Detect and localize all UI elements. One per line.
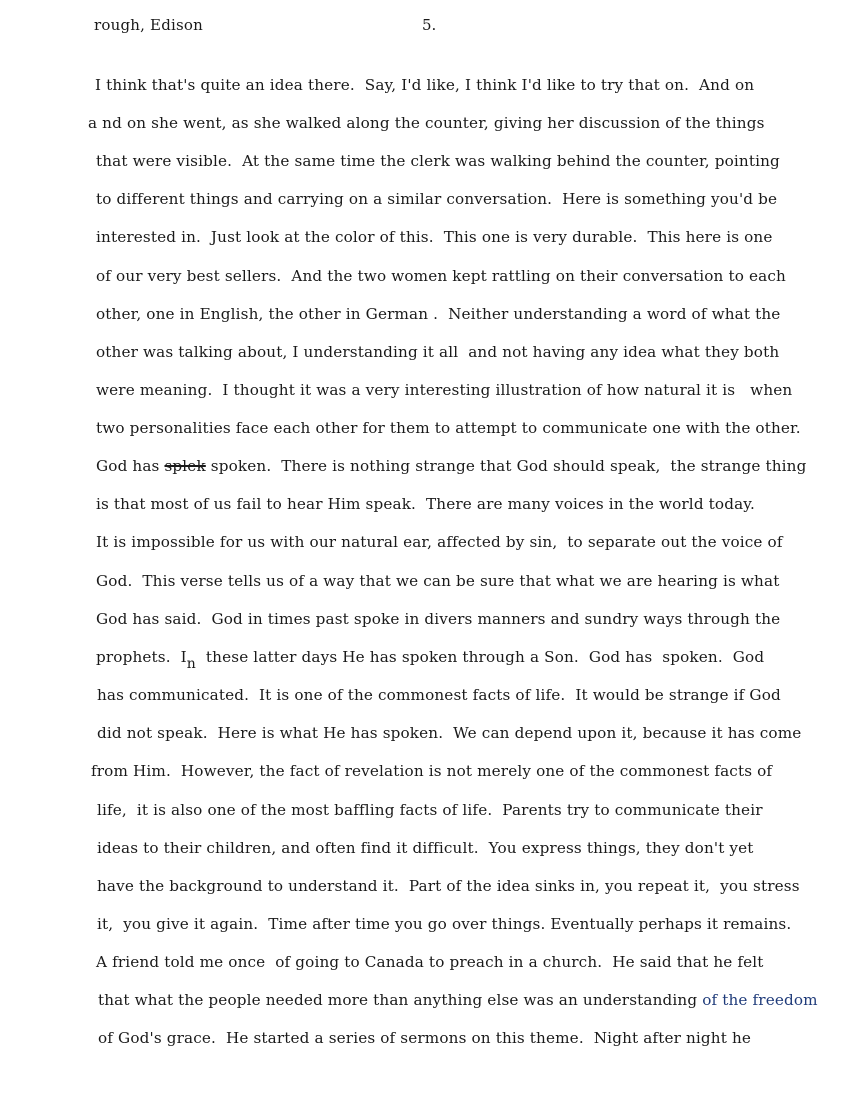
text-line bbox=[97, 720, 801, 746]
text-line bbox=[97, 873, 800, 899]
text-line bbox=[96, 339, 779, 365]
line-text: interested in. Just look at the color of this. This one is very durable. This here is one bbox=[96, 228, 773, 246]
line-text: is that most of us fail to hear Him speak. There are many voices in the world today. bbox=[96, 495, 755, 513]
text-line bbox=[96, 148, 780, 174]
line-text: two personalities face each other for them to attempt to communicate one with the other. bbox=[96, 419, 801, 437]
line-text: have the background to understand it. Part of the idea sinks in, you repeat it, you stress bbox=[97, 877, 800, 895]
header-author: rough, Edison bbox=[94, 16, 203, 34]
text-line bbox=[96, 263, 786, 289]
line-text: has communicated. It is one of the commonest facts of life. It would be strange if God bbox=[97, 686, 781, 704]
text-line bbox=[96, 529, 783, 555]
line-text: other, one in English, the other in German . Neither understanding a word of what the bbox=[96, 305, 781, 323]
text-line bbox=[96, 644, 764, 670]
line-text: I think that's quite an idea there. Say, I'd like, I think I'd like to try that on. And on bbox=[95, 76, 755, 94]
text-line bbox=[96, 301, 780, 327]
text-line bbox=[96, 224, 772, 250]
struck-word: splek bbox=[164, 457, 206, 475]
text-line bbox=[96, 186, 777, 212]
line-text: A friend told me once of going to Canada to preach in a church. He said that he felt bbox=[96, 953, 764, 971]
text-line bbox=[96, 606, 780, 632]
text-line bbox=[97, 911, 791, 937]
line-text: life, it is also one of the most baffling facts of life. Parents try to communicate their bbox=[97, 801, 763, 819]
line-text: spoken. There is nothing strange that God should speak, the strange thing bbox=[205, 457, 807, 475]
line-text: did not speak. Here is what He has spoken. We can depend upon it, because it has come bbox=[97, 724, 802, 742]
text-line bbox=[96, 415, 801, 441]
text-line bbox=[88, 110, 765, 136]
line-text: prophets. I bbox=[96, 648, 187, 666]
text-line bbox=[96, 568, 779, 594]
text-line bbox=[95, 72, 754, 98]
text-line bbox=[91, 758, 772, 784]
text-line bbox=[96, 491, 755, 517]
line-text: to different things and carrying on a similar conversation. Here is something you'd be bbox=[96, 190, 778, 208]
line-text: of our very best sellers. And the two women kept rattling on their conversation to each bbox=[96, 267, 786, 285]
line-text: ideas to their children, and often find it difficult. You express things, they don't yet bbox=[97, 839, 754, 857]
line-text: other was talking about, I understanding it all and not having any idea what they both bbox=[96, 343, 780, 361]
line-text: God has bbox=[96, 457, 165, 475]
line-text: God has said. God in times past spoke in divers manners and sundry ways through the bbox=[96, 610, 781, 628]
line-text: that what the people needed more than anything else was an understanding bbox=[98, 991, 703, 1009]
line-text: it, you give it again. Time after time you go over things. Eventually perhaps it remains. bbox=[97, 915, 792, 933]
page-number: 5. bbox=[422, 16, 437, 34]
blue-ink-text: of the freedom bbox=[702, 991, 818, 1009]
text-line bbox=[98, 1025, 751, 1051]
line-text: It is impossible for us with our natural ear, affected by sin, to separate out the voice of bbox=[96, 533, 783, 551]
text-line bbox=[96, 453, 806, 479]
line-text: were meaning. I thought it was a very interesting illustration of how natural it is when bbox=[96, 381, 793, 399]
text-line bbox=[97, 682, 781, 708]
line-text: God. This verse tells us of a way that we can be sure that what we are hearing is what bbox=[96, 572, 780, 590]
text-line bbox=[97, 797, 763, 823]
line-text: these latter days He has spoken through a Son. God has spoken. God bbox=[195, 648, 765, 666]
page-header bbox=[0, 16, 851, 40]
line-text: that were visible. At the same time the clerk was walking behind the counter, pointing bbox=[96, 152, 780, 170]
subscript-letter: n bbox=[186, 656, 196, 672]
line-text: of God's grace. He started a series of sermons on this theme. Night after night he bbox=[98, 1029, 752, 1047]
line-text: from Him. However, the fact of revelation is not merely one of the commonest facts of bbox=[91, 762, 773, 780]
text-line bbox=[98, 987, 818, 1013]
text-line bbox=[96, 377, 792, 403]
line-text: a nd on she went, as she walked along the counter, giving her discussion of the things bbox=[88, 114, 765, 132]
text-line bbox=[97, 835, 754, 861]
text-line bbox=[96, 949, 764, 975]
